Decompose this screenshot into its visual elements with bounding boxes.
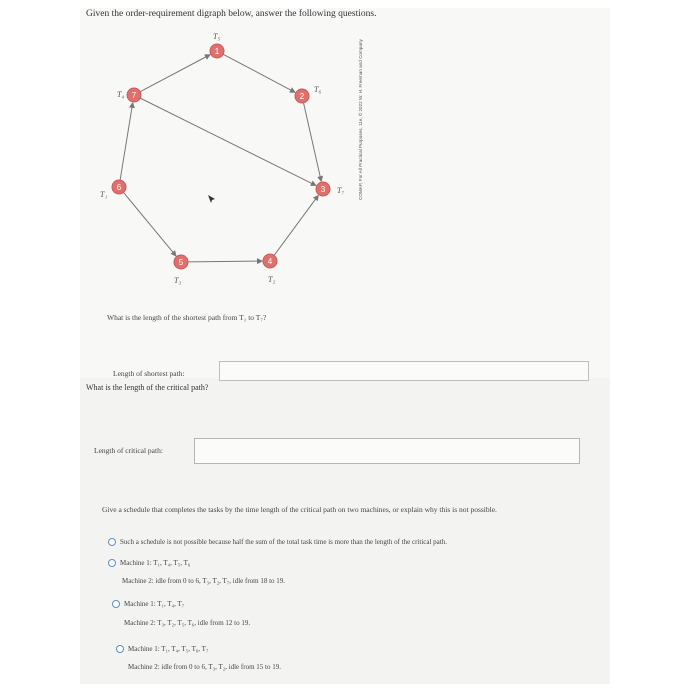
node-time-t6: 2 (299, 92, 305, 101)
option-4-radio[interactable] (116, 645, 124, 653)
question-header: Given the order-requirement digraph below, answer the following questions. (86, 9, 377, 19)
critical-path-label: Length of critical path: (94, 446, 163, 455)
option-4-line2: Machine 2: idle from 0 to 6, T₃, T₂, idle from 15 to 19. (128, 663, 281, 671)
graph-edges (120, 54, 321, 262)
option-1-text: Such a schedule is not possible because half the sum of the total task time is more than the length of the critical path. (120, 538, 447, 546)
edge-t1-t3 (123, 192, 175, 255)
edge-t5-t6 (223, 54, 295, 92)
node-label-t1: T₁ (100, 190, 108, 199)
node-time-t1: 6 (116, 183, 122, 192)
node-time-t7: 3 (320, 185, 326, 194)
critical-path-input[interactable] (194, 438, 580, 464)
node-label-t2: T₂ (268, 275, 276, 284)
node-label-t3: T₃ (174, 276, 182, 285)
option-1-radio[interactable] (108, 538, 116, 546)
option-2-radio[interactable] (108, 559, 116, 567)
edge-t2-t7 (274, 195, 318, 255)
edge-t4-t5 (140, 55, 210, 92)
option-4-line1: Machine 1: T₁, T₄, T₅, T₆, T₇ (128, 645, 209, 653)
node-time-t3: 5 (178, 258, 184, 267)
shortest-path-label: Length of shortest path: (113, 369, 185, 378)
node-time-t2: 4 (267, 257, 273, 266)
copyright-note: COMAP, For All Practical Purposes, 11e, © 2022 W. H. Freeman and Company (358, 39, 363, 200)
option-2-line1: Machine 1: T₁, T₄, T₅, T₆ (120, 559, 191, 567)
option-3-radio[interactable] (112, 600, 120, 608)
question-critical-path: What is the length of the critical path? (86, 383, 209, 392)
option-2-line2: Machine 2: idle from 0 to 6, T₃, T₂, T₇, idle from 18 to 19. (122, 577, 286, 585)
graph-node-labels (100, 32, 344, 285)
edge-t1-t4 (120, 103, 133, 180)
question-shortest-path: What is the length of the shortest path from T₁ to T₇? (107, 313, 267, 322)
node-label-t6: T₆ (314, 85, 322, 94)
node-label-t5: T₅ (213, 32, 221, 41)
graph-nodes (112, 44, 330, 269)
edge-t3-t2 (188, 261, 262, 262)
node-time-t5: 1 (214, 47, 220, 56)
node-label-t7: T₇ (337, 186, 345, 195)
node-label-t4: T₄ (117, 90, 125, 99)
option-3-line2: Machine 2: T₃, T₂, T₅, T₆, idle from 12 to 19. (124, 619, 251, 627)
question-schedule: Give a schedule that completes the tasks by the time length of the critical path on two machines, or explain why this is not possible. (102, 505, 497, 514)
cursor-icon (208, 195, 215, 203)
node-time-t4: 7 (131, 91, 137, 100)
shortest-path-input[interactable] (219, 361, 589, 381)
option-3-line1: Machine 1: T₁, T₄, T₇ (124, 600, 185, 608)
